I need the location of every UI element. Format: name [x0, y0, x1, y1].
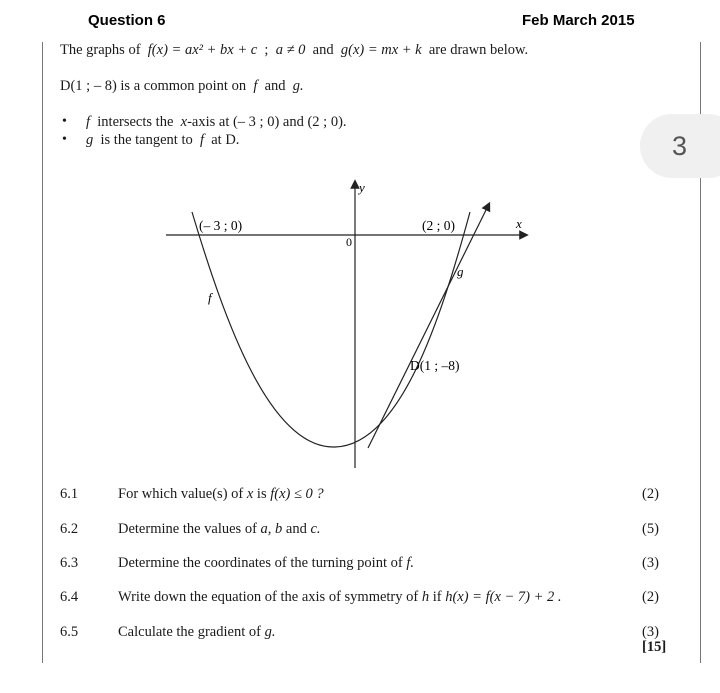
question-number: 6.5	[60, 624, 79, 640]
bullet-item-tangent: g is the tangent to f at D.	[86, 132, 240, 148]
x-axis-label: x	[516, 216, 522, 231]
bullet-item-roots: f intersects the x-axis at (– 3 ; 0) and (2 ; 0).	[86, 114, 347, 130]
root-right-label: (2 ; 0)	[422, 218, 455, 233]
f-curve-label: f	[208, 290, 212, 305]
intro-line-2: D(1 ; – 8) is a common point on f and g.	[60, 78, 304, 94]
g-line-label: g	[457, 264, 464, 279]
root-left-label: (– 3 ; 0)	[199, 218, 243, 233]
bullet-dot: •	[62, 114, 67, 129]
question-title: Question 6	[88, 12, 166, 29]
question-text: Determine the values of a, b and c.	[118, 521, 321, 537]
question-marks: (3)	[642, 624, 659, 640]
question-text: Determine the coordinates of the turning point of f.	[118, 555, 414, 571]
question-number: 6.2	[60, 521, 79, 537]
question-marks: (5)	[642, 521, 659, 537]
question-number: 6.1	[60, 486, 79, 502]
question-row	[0, 521, 720, 541]
exam-date: Feb March 2015	[522, 12, 635, 29]
parabola-tangent-graph	[150, 172, 540, 472]
question-row	[0, 555, 720, 575]
tangent-line-g	[368, 206, 488, 448]
question-text: Write down the equation of the axis of symmetry of h if h(x) = f(x − 7) + 2 .	[118, 589, 562, 605]
question-text: Calculate the gradient of g.	[118, 624, 276, 640]
question-marks: (3)	[642, 555, 659, 571]
intro-line-1: The graphs of f(x) = ax² + bx + c ; a ≠ 0 and g(x) = mx + k are drawn below.	[60, 42, 529, 58]
question-text: For which value(s) of x is f(x) ≤ 0 ?	[118, 486, 324, 502]
page-number-badge: 3	[640, 114, 720, 178]
y-axis-label: y	[359, 180, 365, 195]
point-d-label: D(1 ; –8)	[410, 358, 460, 373]
question-row	[0, 486, 720, 506]
total-marks: [15]	[642, 639, 667, 655]
question-row	[0, 589, 720, 609]
parabola-f	[192, 212, 470, 447]
question-row	[0, 624, 720, 644]
question-marks: (2)	[642, 486, 659, 502]
origin-label: 0	[346, 235, 352, 249]
bullet-dot: •	[62, 132, 67, 147]
question-marks: (2)	[642, 589, 659, 605]
question-number: 6.3	[60, 555, 79, 571]
question-number: 6.4	[60, 589, 79, 605]
